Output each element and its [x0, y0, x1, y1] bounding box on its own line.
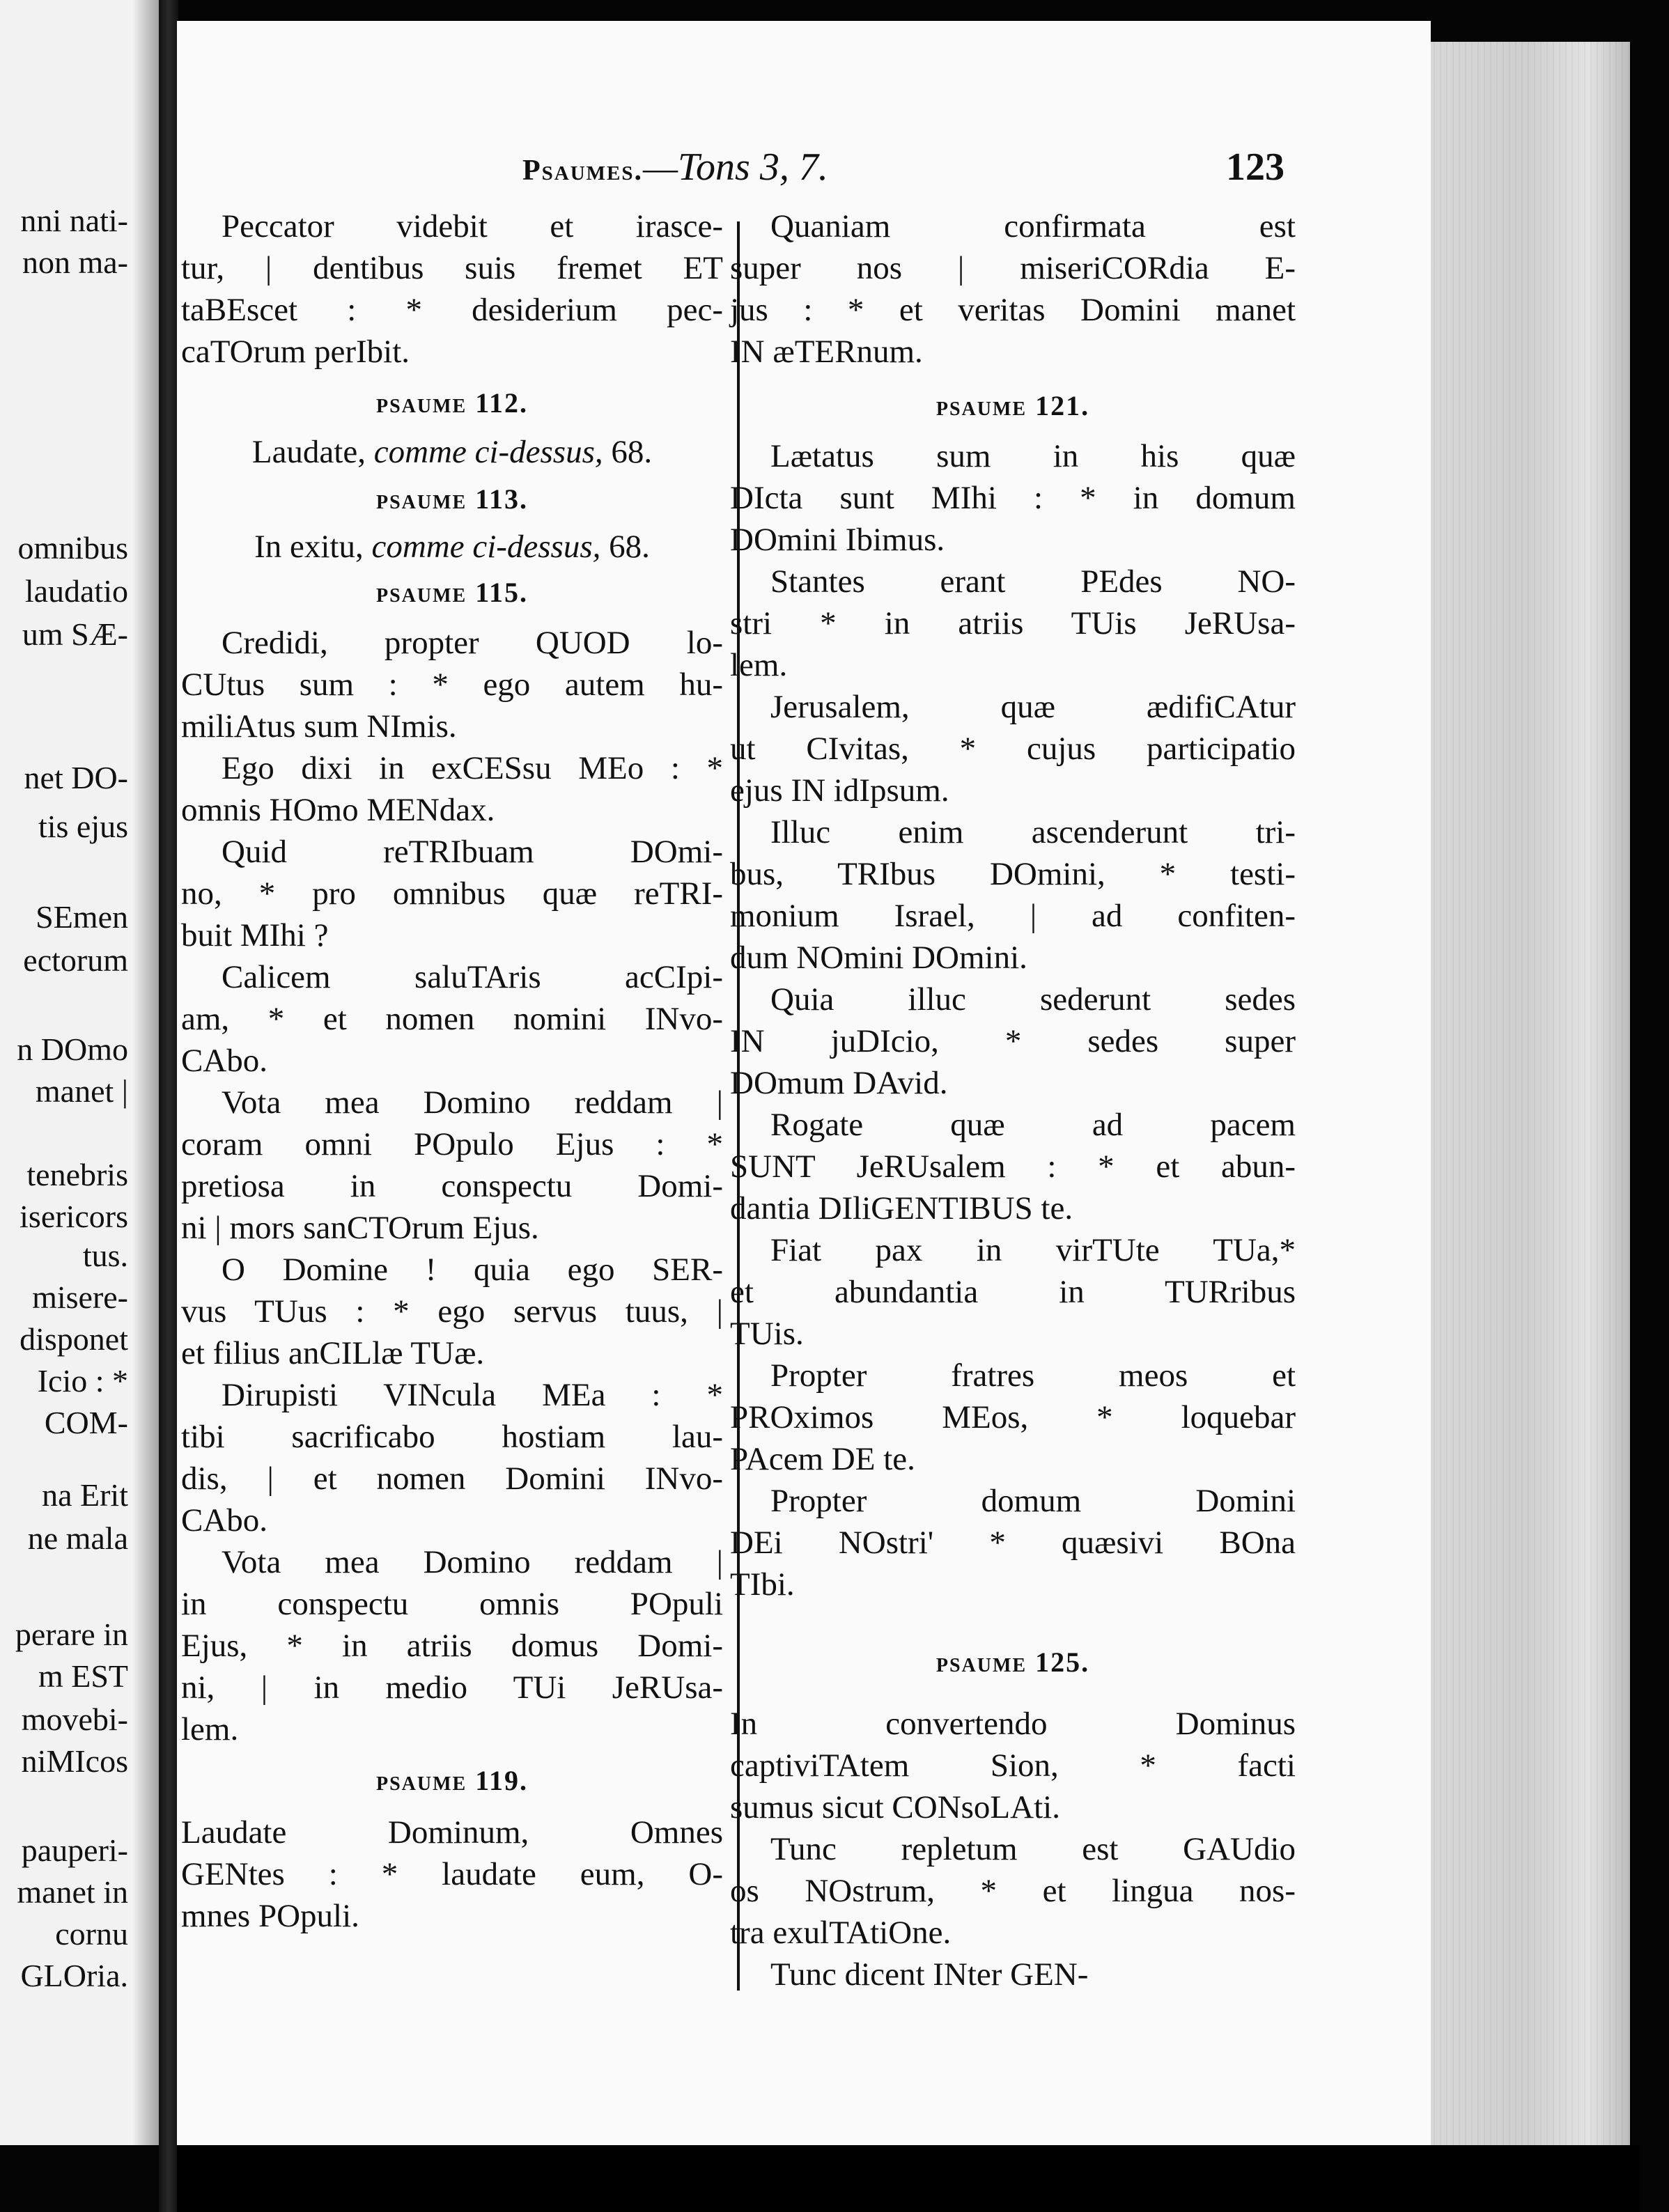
verse-line: Ejus, * in atriis domus Domi- [181, 1628, 723, 1664]
verse-line: Peccator videbit et irasce- [222, 208, 723, 244]
verse-line: caTOrum perIbit. [181, 334, 410, 370]
previous-page-line: nni nati- [20, 203, 128, 238]
verse-line: CAbo. [181, 1043, 268, 1079]
verse-line: Credidi, propter QUOD lo- [222, 625, 723, 661]
psalm-125-verses [730, 1703, 1296, 1995]
verse-line: super nos | miseriCORdia E- [730, 250, 1296, 286]
verse-line: Quid reTRIbuam DOmi- [222, 834, 723, 870]
previous-page-line: misere- [32, 1279, 128, 1315]
previous-page-line: ne mala [27, 1520, 128, 1556]
verse-line: dis, | et nomen Domini INvo- [181, 1461, 723, 1497]
psalm-125-heading: psaume 125. [936, 1646, 1090, 1678]
verse-line: taBEscet : * desiderium pec- [181, 292, 723, 328]
verse-line: IN juDIcio, * sedes super [730, 1023, 1296, 1059]
previous-page-line: perare in [15, 1617, 128, 1652]
verse-line: Fiat pax in virTUte TUa,* [770, 1232, 1296, 1268]
verse [730, 686, 1296, 811]
previous-page-line: manet | [35, 1073, 128, 1109]
verse-line: ejus IN idIpsum. [730, 772, 949, 809]
previous-page-line: SEmen [36, 899, 128, 935]
previous-page-line: niMIcos [21, 1743, 128, 1779]
psalm-115-heading: psaume 115. [375, 577, 528, 608]
psalm-121-verses [730, 435, 1296, 1605]
verse [181, 956, 723, 1082]
previous-page-shadow [132, 0, 160, 2145]
verse [730, 561, 1296, 686]
book-gutter [159, 0, 178, 2212]
verse-line: sumus sicut CONsoLAti. [730, 1789, 1060, 1825]
previous-page-edge [0, 0, 160, 2145]
verse-line: In convertendo Dominus [730, 1706, 1296, 1742]
verse-line: Quaniam confirmata est [770, 208, 1296, 244]
running-head-dash: — [643, 148, 678, 187]
verse-line: captiviTAtem Sion, * facti [730, 1747, 1296, 1784]
verse [181, 1082, 723, 1249]
verse-line: Ego dixi in exCESsu MEo : * [222, 750, 723, 786]
verse-line: Calicem saluTAris acCIpi- [222, 959, 723, 995]
verse [730, 1229, 1296, 1355]
verse-line: Quia illuc sederunt sedes [770, 981, 1296, 1018]
verse [181, 831, 723, 956]
running-head [522, 145, 828, 189]
verse [181, 1812, 723, 1937]
previous-page-line: GLOria. [20, 1958, 128, 1993]
verse-line: Tunc repletum est GAUdio [770, 1831, 1296, 1867]
verse-line: dantia DIliGENTIBUS te. [730, 1190, 1073, 1226]
verse-line: monium Israel, | ad confiten- [730, 898, 1296, 934]
verse-line: bus, TRIbus DOmini, * testi- [730, 856, 1296, 892]
psalm-121-heading: psaume 121. [936, 390, 1090, 421]
previous-page-line: net DO- [24, 760, 128, 795]
verse-psalm-119-end [730, 205, 1296, 373]
verse-line: TIbi. [730, 1566, 795, 1603]
verse [730, 435, 1296, 561]
verse-line: Jerusalem, quæ ædifiCAtur [770, 689, 1296, 725]
verse-line: ut CIvitas, * cujus participatio [730, 731, 1296, 767]
verse-line: Stantes erant PEdes NO- [770, 563, 1296, 600]
verse-line: os NOstrum, * et lingua nos- [730, 1873, 1296, 1909]
verse-line: buit MIhi ? [181, 917, 329, 953]
verse-line: Laudate Dominum, Omnes [181, 1814, 723, 1851]
verse-line: Illuc enim ascenderunt tri- [770, 814, 1296, 850]
right-column [730, 205, 1296, 1995]
verse [730, 1828, 1296, 1954]
verse-line: no, * pro omnibus quæ reTRI- [181, 875, 723, 912]
verse-line: DOmum DAvid. [730, 1065, 948, 1101]
psalm-115-verses [181, 622, 723, 1750]
verse-line: tur, | dentibus suis fremet ET [181, 250, 723, 286]
verse-line: DIcta sunt MIhi : * in domum [730, 480, 1296, 516]
verse-line: Dirupisti VINcula MEa : * [222, 1377, 723, 1413]
previous-page-line: COM- [44, 1405, 128, 1440]
psalm-112-heading: psaume 112. [375, 387, 528, 419]
verse-line: stri * in atriis TUis JeRUsa- [730, 605, 1296, 641]
previous-page-line: n DOmo [17, 1031, 128, 1067]
verse-line: GENtes : * laudate eum, O- [181, 1856, 723, 1892]
previous-page-line: laudatio [24, 573, 128, 609]
previous-page-line: disponet [20, 1321, 128, 1357]
verse [181, 1374, 723, 1541]
verse-line: SUNT JeRUsalem : * et abun- [730, 1148, 1296, 1185]
previous-page-line: non ma- [22, 244, 128, 280]
verse [730, 1703, 1296, 1828]
verse-line: ni, | in medio TUi JeRUsa- [181, 1669, 723, 1706]
verse-line: Vota mea Domino reddam | [222, 1084, 723, 1121]
verse-line: CUtus sum : * ego autem hu- [181, 667, 723, 703]
previous-page-line: tis ejus [38, 809, 128, 844]
previous-page-line: tenebris [26, 1157, 128, 1192]
verse-line: PAcem DE te. [730, 1441, 915, 1477]
verse-line: Propter fratres meos et [770, 1357, 1296, 1394]
previous-page-line: ectorum [23, 942, 128, 978]
previous-page-line: m EST [38, 1658, 128, 1694]
verse-line: et filius anCILlæ TUæ. [181, 1335, 485, 1371]
psalm-113-reference: In exitu, comme ci-dessus, 68. [254, 529, 650, 565]
verse-line: vus TUus : * ego servus tuus, | [181, 1293, 723, 1330]
previous-page-line: pauperi- [21, 1832, 128, 1868]
verse-line: DEi NOstri' * quæsivi BOna [730, 1525, 1296, 1561]
psalm-113-heading: psaume 113. [375, 483, 528, 515]
verse-line: PROximos MEos, * loquebar [730, 1399, 1296, 1435]
running-head-title: Psaumes. [522, 155, 644, 187]
previous-page-line: movebi- [21, 1701, 128, 1737]
verse-line: Tunc dicent INter GEN- [770, 1956, 1089, 1993]
page-number: 123 [1226, 146, 1284, 189]
verse-line: in conspectu omnis POpuli [181, 1586, 723, 1622]
verse [730, 811, 1296, 979]
verse-line: mnes POpuli. [181, 1898, 359, 1934]
verse-line: O Domine ! quia ego SER- [222, 1252, 723, 1288]
verse [181, 1249, 723, 1374]
verse-line: miliAtus sum NImis. [181, 708, 457, 745]
verse-line: tibi sacrificabo hostiam lau- [181, 1419, 723, 1455]
verse [181, 622, 723, 747]
verse-line: Propter domum Domini [770, 1483, 1296, 1519]
verse-line: jus : * et veritas Domini manet [730, 292, 1296, 328]
verse-line: ni | mors sanCTOrum Ejus. [181, 1210, 539, 1246]
verse-line: lem. [730, 647, 788, 683]
previous-page-line: tus. [82, 1238, 128, 1273]
verse-psalm-111-end [181, 205, 723, 373]
verse-line: CAbo. [181, 1502, 268, 1539]
verse [730, 979, 1296, 1104]
page-block-edge [1421, 42, 1630, 2159]
left-column [181, 205, 723, 1937]
verse [730, 1355, 1296, 1480]
previous-page-line: na Erit [42, 1477, 128, 1513]
previous-page-line: cornu [55, 1916, 128, 1952]
verse [181, 747, 723, 831]
bottom-shadow [177, 2145, 1640, 2212]
verse-line: am, * et nomen nomini INvo- [181, 1001, 723, 1037]
verse-line: Lætatus sum in his quæ [770, 438, 1296, 474]
verse-line: TUis. [730, 1316, 804, 1352]
psalm-112-reference: Laudate, comme ci-dessus, 68. [251, 434, 653, 470]
previous-page-line: Icio : * [37, 1363, 128, 1399]
verse-line: tra exulTAtiOne. [730, 1915, 952, 1951]
verse-line: lem. [181, 1711, 239, 1747]
verse [730, 1480, 1296, 1605]
verse-line: Vota mea Domino reddam | [222, 1544, 723, 1580]
verse-line: et abundantia in TURribus [730, 1274, 1296, 1310]
previous-page-line: um SÆ- [22, 616, 128, 652]
verse-line: Rogate quæ ad pacem [770, 1107, 1296, 1143]
verse [730, 1954, 1296, 1995]
running-head-tons: Tons 3, 7. [678, 146, 828, 189]
verse [730, 1104, 1296, 1229]
verse-line: pretiosa in conspectu Domi- [181, 1168, 723, 1204]
verse-line: IN æTERnum. [730, 334, 923, 370]
verse-line: omnis HOmo MENdax. [181, 792, 495, 828]
verse-line: dum NOmini DOmini. [730, 940, 1027, 976]
psalm-119-verses [181, 1812, 723, 1937]
previous-page-line: omnibus [17, 530, 128, 566]
psalm-119-heading: psaume 119. [375, 1765, 528, 1796]
previous-page-line: manet in [17, 1874, 128, 1910]
verse-line: coram omni POpulo Ejus : * [181, 1126, 723, 1162]
verse [181, 1541, 723, 1750]
verse-line: DOmini Ibimus. [730, 522, 945, 558]
previous-page-line: isericors [20, 1199, 128, 1234]
